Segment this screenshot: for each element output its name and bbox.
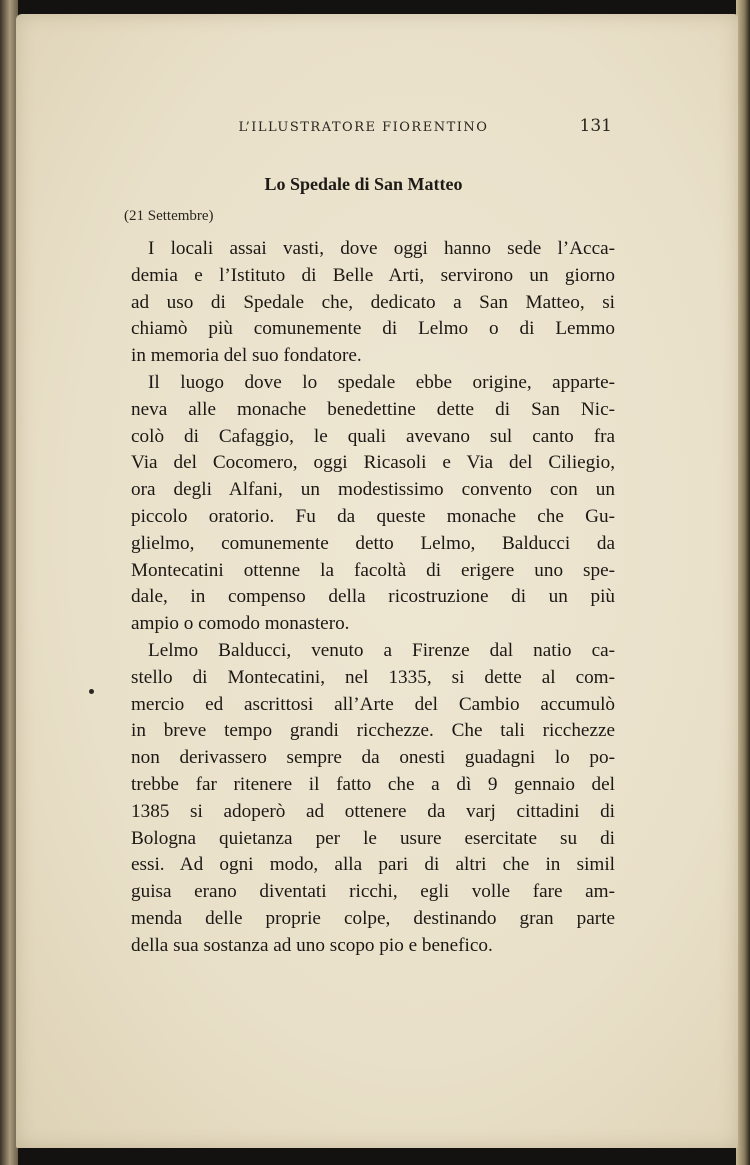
text-line: glielmo, comunemente detto Lelmo, Balducci da (131, 532, 615, 554)
text-line: dale, in compenso della ricostruzione di un più (131, 586, 615, 608)
text-line: Lelmo Balducci, venuto a Firenze dal natio ca- (148, 639, 615, 661)
text-line: non derivassero sempre da onesti guadagni lo po- (131, 747, 615, 769)
page-right-edge (736, 0, 750, 1165)
text-line: guisa erano diventati ricchi, egli volle fare am- (131, 881, 615, 903)
text-line: Il luogo dove lo spedale ebbe origine, apparte- (148, 371, 615, 393)
page-header (115, 116, 612, 142)
text-line: in memoria del suo fondatore. (131, 345, 362, 367)
text-line: chiamò più comunemente di Lelmo o di Lemmo (131, 318, 615, 340)
text-line: Bologna quietanza per le usure esercitate su di (131, 827, 615, 849)
text-line: mercio ed ascrittosi all’Arte del Cambio accumulò (131, 693, 615, 715)
text-line: 1385 si adoperò ad ottenere da varj cittadini di (131, 800, 615, 822)
text-line: neva alle monache benedettine dette di San Nic- (131, 398, 615, 420)
text-line: in breve tempo grandi ricchezze. Che tali ricchezze (131, 720, 615, 742)
page-number: 131 (579, 116, 612, 136)
text-line: menda delle proprie colpe, destinando gran parte (131, 907, 615, 929)
text-line: stello di Montecatini, nel 1335, si dette al com- (131, 666, 615, 688)
text-line: demia e l’Istituto di Belle Arti, servirono un giorno (131, 264, 615, 286)
text-line: essi. Ad ogni modo, alla pari di altri che in simil (131, 854, 615, 876)
ink-speck (89, 689, 94, 694)
running-head: L’ILLUSTRATORE FIORENTINO (238, 120, 489, 135)
article-title: Lo Spedale di San Matteo (264, 174, 463, 194)
text-line: trebbe far ritenere il fatto che a dì 9 gennaio del (131, 773, 615, 795)
article-date: (21 Settembre) (124, 208, 214, 224)
text-line: ad uso di Spedale che, dedicato a San Matteo, si (131, 291, 615, 313)
text-line: colò di Cafaggio, le quali avevano sul canto fra (131, 425, 615, 447)
article-body (131, 236, 615, 960)
text-line: piccolo oratorio. Fu da queste monache che Gu- (131, 505, 615, 527)
text-line: Via del Cocomero, oggi Ricasoli e Via del Ciliegio, (131, 452, 615, 474)
text-line: della sua sostanza ad uno scopo pio e benefico. (131, 934, 493, 956)
text-line: I locali assai vasti, dove oggi hanno sede l’Acca- (148, 238, 615, 259)
text-line: ora degli Alfani, un modestissimo convento con un (131, 479, 615, 501)
text-line: Montecatini ottenne la facoltà di erigere uno spe- (131, 559, 615, 581)
text-line: ampio o comodo monastero. (131, 613, 350, 635)
